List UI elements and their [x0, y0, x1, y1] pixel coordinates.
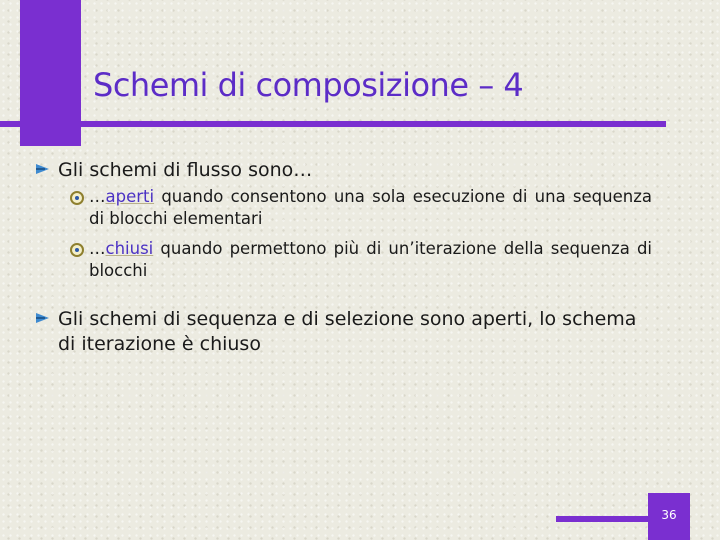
keyword-aperti: aperti: [105, 187, 155, 206]
sub-bullet-rest: quando permettono più di un’iterazione della sequenza di blocchi: [89, 239, 652, 280]
ring-bullet-icon: [70, 243, 84, 257]
sub-bullet-prefix: …: [89, 187, 106, 206]
ring-bullet-icon: [70, 191, 84, 205]
bullet-text: Gli schemi di flusso sono…: [58, 159, 313, 181]
sub-bullet-item-1: [70, 186, 652, 230]
arrow-bullet-icon: [36, 164, 49, 174]
arrow-bullet-icon: [36, 313, 49, 323]
footer-rule: [556, 516, 648, 522]
bullet-item-1: [36, 158, 656, 183]
sub-bullet-rest: quando consentono una sola esecuzione di una sequenza di blocchi elementari: [89, 187, 652, 228]
page-number: 36: [661, 508, 677, 522]
slide-title: Schemi di composizione – 4: [93, 66, 524, 104]
title-underline-rule: [0, 121, 666, 127]
sub-bullet-prefix: …: [89, 239, 106, 258]
bullet-text: Gli schemi di sequenza e di selezione sono aperti, lo schema di iterazione è chiuso: [58, 308, 637, 355]
sub-bullet-text: [89, 186, 652, 230]
sub-bullet-item-2: [70, 238, 652, 282]
sub-bullet-text: [89, 238, 652, 282]
bullet-item-2: [36, 307, 656, 357]
keyword-chiusi: chiusi: [105, 239, 154, 258]
